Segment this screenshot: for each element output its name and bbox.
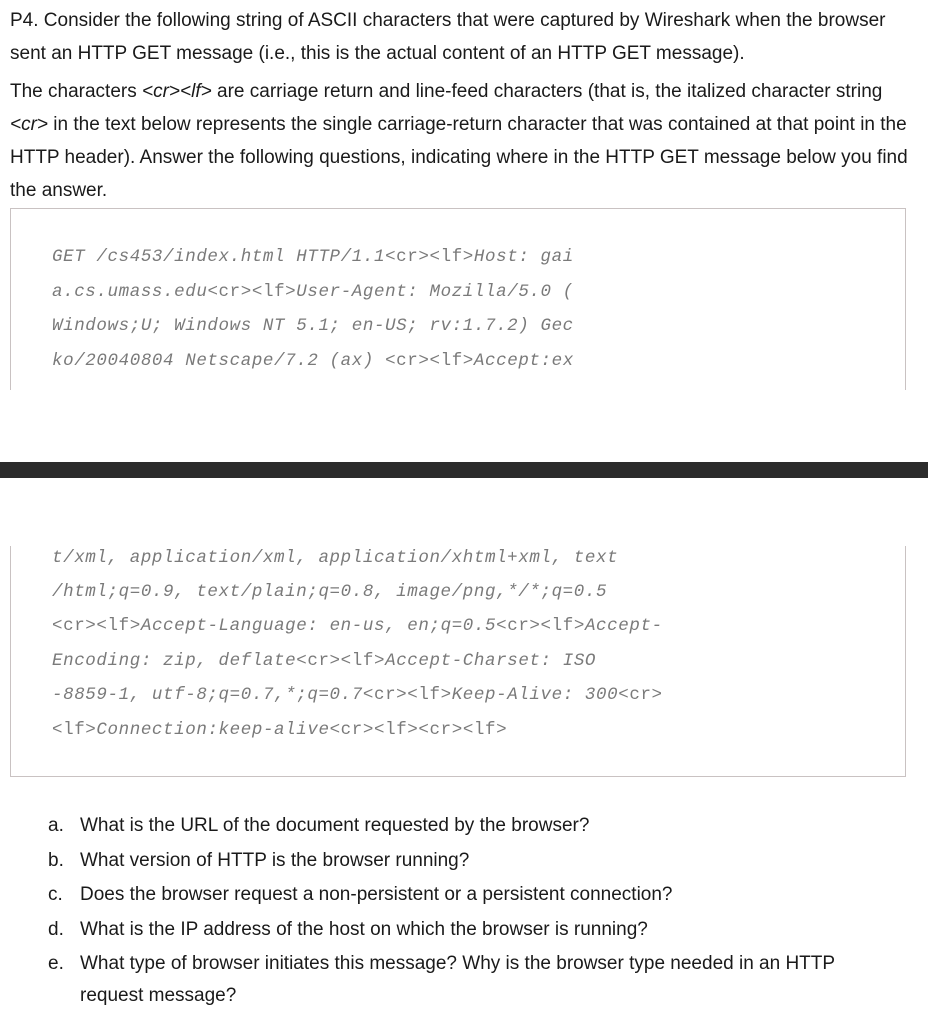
intro-text-c: in the text below represents the single carriage-return character that was contained at that point in the HTTP header). Answer the following questions, indicating where in the HTTP GET message below you find the answer. (10, 114, 908, 201)
question-text: What version of HTTP is the browser running? (80, 849, 470, 871)
question-letter: d. (48, 918, 64, 940)
code-line: t/xml, application/xml, application/xhtml+xml, text (52, 548, 619, 568)
http-message-box-bottom (10, 546, 906, 777)
intro-text-a: The characters (10, 81, 142, 102)
question-item (48, 914, 898, 946)
code-line: Windows;U; Windows NT 5.1; en-US; rv:1.7.2) Gec (52, 316, 574, 336)
question-item (48, 948, 898, 1012)
page-divider (0, 462, 928, 478)
intro-text-b: are carriage return and line-feed characters (that is, the italized character string (211, 81, 883, 102)
question-item (48, 810, 898, 842)
problem-statement (10, 4, 910, 207)
intro-paragraph-2 (10, 75, 910, 207)
question-text: Does the browser request a non-persistent or a persistent connection? (80, 884, 673, 905)
question-text: What is the IP address of the host on which the browser is running? (80, 918, 648, 940)
question-letter: b. (48, 849, 64, 871)
question-letter: e. (48, 953, 64, 974)
code-line: a.cs.umass.edu<cr><lf>User-Agent: Mozilla/5.0 ( (52, 282, 574, 302)
code-line: ko/20040804 Netscape/7.2 (ax) <cr><lf>Accept:ex (52, 351, 574, 371)
question-text: What type of browser initiates this message? Why is the browser type needed in an HTTP request message? (80, 953, 835, 1006)
question-item (48, 879, 898, 911)
code-line: /html;q=0.9, text/plain;q=0.8, image/png,*/*;q=0.5 (52, 582, 608, 602)
cr-term: <cr> (142, 81, 181, 102)
lf-term: <lf> (180, 81, 212, 102)
code-line: <lf>Connection:keep-alive<cr><lf><cr><lf> (52, 720, 508, 740)
question-text: What is the URL of the document requested by the browser? (80, 815, 590, 836)
code-line: -8859-1, utf-8;q=0.7,*;q=0.7<cr><lf>Keep-Alive: 300<cr> (52, 685, 663, 705)
question-letter: c. (48, 884, 63, 905)
code-line: GET /cs453/index.html HTTP/1.1<cr><lf>Host: gai (52, 247, 574, 267)
intro-paragraph-1: P4. Consider the following string of ASCII characters that were captured by Wireshark when the browser sent an HTTP GET message (i.e., this is the actual content of an HTTP GET message). (10, 10, 886, 64)
code-line: <cr><lf>Accept-Language: en-us, en;q=0.5<cr><lf>Accept- (52, 616, 663, 636)
question-letter: a. (48, 815, 64, 836)
cr-term-2: <cr> (10, 114, 49, 135)
question-item (48, 845, 898, 877)
question-list (48, 810, 898, 1015)
http-message-box-top (10, 208, 906, 390)
code-line: Encoding: zip, deflate<cr><lf>Accept-Charset: ISO (52, 651, 597, 671)
